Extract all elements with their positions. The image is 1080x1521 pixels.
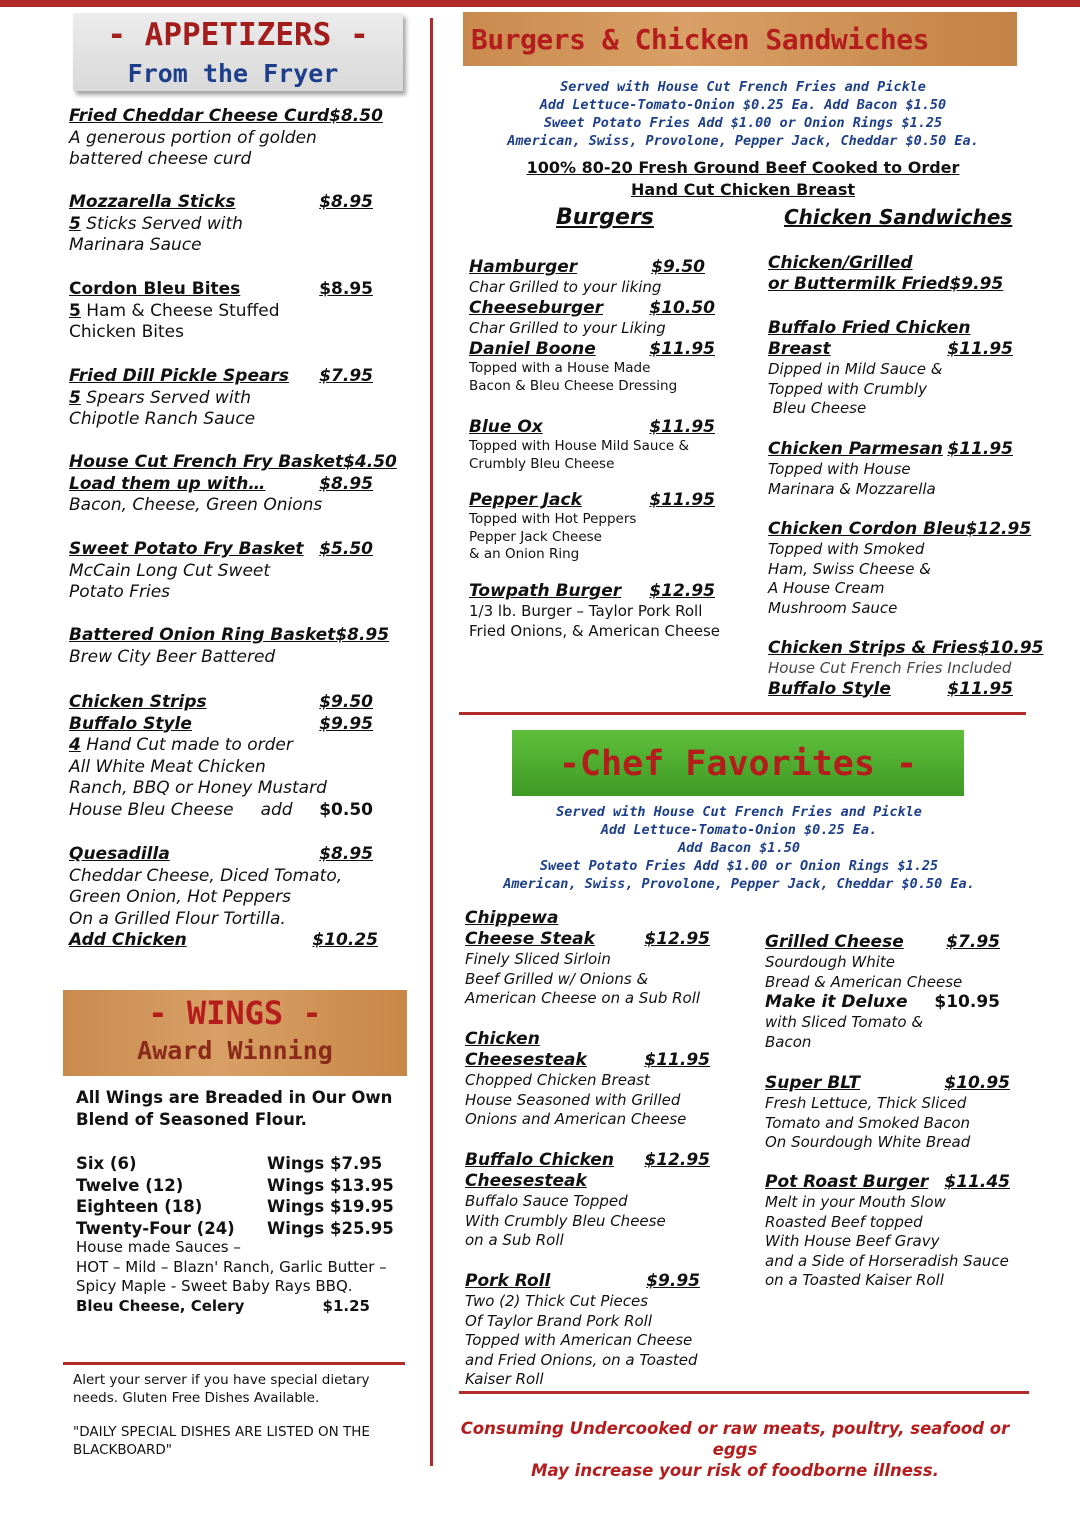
burgers-banner (463, 12, 1017, 66)
chef-favorites-title: -Chef Favorites - (558, 744, 918, 784)
burgers-divider (459, 712, 1026, 715)
dietary-alert: Alert your server if you have special dietary needs. Gluten Free Dishes Available. (73, 1372, 370, 1406)
menu-item-cheese-curd: Fried Cheddar Cheese Curd $8.50 A generous portion of golden battered cheese curd (69, 106, 383, 169)
burgers-column-title: Burgers (556, 205, 654, 230)
menu-item-pot-roast-burger: Pot Roast Burger $11.45 Melt in your Mouth Slow Roasted Beef topped With House Beef Gravy and a Side of Horseradish Sauce on a Toasted Kaiser Roll (765, 1172, 1010, 1289)
wings-intro: All Wings are Breaded in Our Own Blend of Seasoned Flour. (76, 1088, 393, 1129)
menu-item-chicken-cheesesteak: Chicken Cheesesteak $11.95 Chopped Chicken Breast House Seasoned with Grilled Onions and American Cheese (465, 1029, 710, 1128)
menu-item-chicken-grilled: Chicken/Grilled or Buttermilk Fried $9.95 (768, 253, 1004, 294)
chef-favorites-banner (512, 730, 964, 796)
menu-item-pork-roll: Pork Roll $9.95 Two (2) Thick Cut Pieces Of Taylor Brand Pork Roll Topped with American Cheese and Fried Onions, on a Toasted Kaiser Roll (465, 1271, 700, 1388)
menu-item-cheeseburger: Cheeseburger $10.50 Char Grilled to your Liking (469, 298, 715, 337)
chef-divider (459, 1391, 1029, 1394)
menu-item-sweet-potato-fry-basket: Sweet Potato Fry Basket $5.50 McCain Long Cut Sweet Potato Fries (69, 539, 373, 602)
chef-notes: Served with House Cut French Fries and Pickle Add Lettuce-Tomato-Onion $0.25 Ea. Add Bacon $1.50 Sweet Potato Fries Add $1.00 or Onion Rings $1.25 American, Swiss, Provolone, Pepper Jack, Cheddar $0.50 Ea. (503, 804, 975, 892)
wings-banner (63, 990, 407, 1076)
wings-divider (63, 1362, 405, 1365)
appetizers-banner (73, 13, 403, 91)
make-it-deluxe: Make it Deluxe $10.95 (765, 992, 1000, 1012)
menu-item-quesadilla: Quesadilla $8.95 Cheddar Cheese, Diced Tomato, Green Onion, Hot Peppers On a Grilled Flour Tortilla. Add Chicken $10.25 (69, 844, 378, 950)
menu-item-cordon-bleu-bites: Cordon Bleu Bites $8.95 5 Ham & Cheese Stuffed Chicken Bites (69, 279, 373, 342)
daily-special-note: "DAILY SPECIAL DISHES ARE LISTED ON THE BLACKBOARD" (73, 1424, 370, 1458)
burgers-title: Burgers & Chicken Sandwiches (471, 23, 930, 56)
beef-chicken-note: 100% 80-20 Fresh Ground Beef Cooked to Order Hand Cut Chicken Breast (526, 158, 960, 199)
wings-title: - WINGS - (148, 994, 322, 1032)
menu-item-buffalo-chicken-cheesesteak: Buffalo Chicken $12.95 Cheesesteak Buffalo Sauce Topped With Crumbly Bleu Cheese on a Sub Roll (465, 1150, 710, 1249)
menu-item-daniel-boone: Daniel Boone $11.95 Topped with a House Made Bacon & Bleu Cheese Dressing (469, 339, 715, 394)
menu-item-pickle-spears: Fried Dill Pickle Spears $7.95 5 Spears Served with Chipotle Ranch Sauce (69, 366, 373, 429)
appetizers-title: - APPETIZERS - (107, 17, 369, 53)
menu-item-chippewa-cheese-steak: Chippewa Cheese Steak $12.95 Finely Sliced Sirloin Beef Grilled w/ Onions & American Cheese on a Sub Roll (465, 908, 710, 1007)
menu-item-chicken-parmesan: Chicken Parmesan $11.95 Topped with House Marinara & Mozzarella (768, 439, 1013, 498)
menu-item-grilled-cheese: Grilled Cheese $7.95 Sourdough White Bread & American Cheese Make it Deluxe $10.95 with Sliced Tomato & Bacon (765, 932, 1000, 1051)
appetizers-subtitle: From the Fryer (127, 59, 339, 88)
wings-subtitle: Award Winning (137, 1036, 333, 1065)
menu-item-towpath-burger: Towpath Burger $12.95 1/3 lb. Burger – Taylor Pork Roll Fried Onions, & American Cheese (469, 581, 721, 640)
menu-item-onion-ring-basket: Battered Onion Ring Basket $8.95 Brew City Beer Battered (69, 625, 390, 667)
wings-sauces: House made Sauces – HOT – Mild – Blazn' Ranch, Garlic Butter – Spicy Maple - Sweet Baby Rays BBQ. Bleu Cheese, Celery $1.25 (76, 1238, 387, 1315)
menu-item-hamburger: Hamburger $9.50 Char Grilled to your liking (469, 257, 705, 296)
menu-item-pepper-jack: Pepper Jack $11.95 Topped with Hot Peppers Pepper Jack Cheese & an Onion Ring (469, 490, 715, 562)
menu-item-mozzarella-sticks: Mozzarella Sticks $8.95 5 Sticks Served with Marinara Sauce (69, 192, 373, 255)
burgers-notes: Served with House Cut French Fries and Pickle Add Lettuce-Tomato-Onion $0.25 Ea. Add Bacon $1.50 Sweet Potato Fries Add $1.00 or Onion Rings $1.25 American, Swiss, Provolone, Pepper Jack, Cheddar $0.50 Ea. (507, 79, 979, 149)
menu-item-french-fry-basket: House Cut French Fry Basket $4.50 Load them up with… $8.95 Bacon, Cheese, Green Onions (69, 452, 397, 515)
menu-item-chicken-cordon-bleu: Chicken Cordon Bleu $12.95 Topped with Smoked Ham, Swiss Cheese & A House Cream Mushroom Sauce (768, 519, 1032, 617)
top-border (0, 0, 1080, 7)
foodborne-illness-warning: Consuming Undercooked or raw meats, poultry, seafood or eggs May increase your risk of foodborne illness. (460, 1419, 1010, 1480)
menu-item-chicken-strips-fries: Chicken Strips & Fries $10.95 House Cut French Fries Included Buffalo Style $11.95 (768, 638, 1044, 699)
menu-item-blue-ox: Blue Ox $11.95 Topped with House Mild Sauce & Crumbly Bleu Cheese (469, 417, 715, 472)
menu-item-buffalo-fried-chicken: Buffalo Fried Chicken Breast $11.95 Dipped in Mild Sauce & Topped with Crumbly Bleu Cheese (768, 318, 1013, 417)
column-divider (430, 18, 433, 1466)
chicken-column-title: Chicken Sandwiches (784, 205, 1013, 229)
menu-item-super-blt: Super BLT $10.95 Fresh Lettuce, Thick Sliced Tomato and Smoked Bacon On Sourdough White Bread (765, 1073, 1010, 1151)
menu-item-chicken-strips: Chicken Strips $9.50 Buffalo Style $9.95 4 Hand Cut made to order All White Meat Chicken Ranch, BBQ or Honey Mustard House Bleu Cheese add $0.50 (69, 692, 373, 820)
